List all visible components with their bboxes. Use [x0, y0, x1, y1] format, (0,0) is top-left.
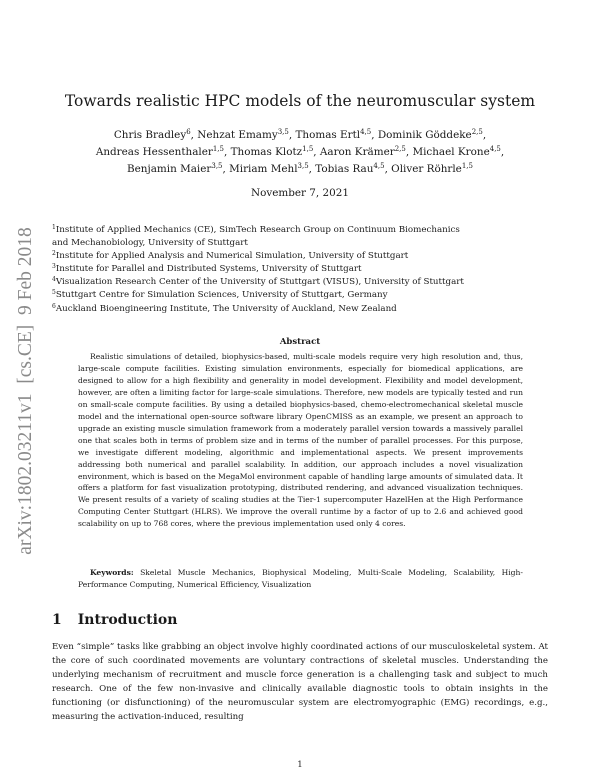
affiliation-item-continued: and Mechanobiology, University of Stuttgart	[52, 238, 248, 249]
author: Nehzat Emamy$^{3,5}$,	[197, 128, 296, 141]
author: Thomas Klotz$^{1,5}$,	[230, 145, 320, 158]
abstract-text: Realistic simulations of detailed, biophysics-based, multi-scale models require very high resolution and, thus, large-scale compute facilities. Existing simulation environments, especially for biomedical applications, are designed to allow for a high flexibility and generality in model development. Flexibility and model development, however, are often a limiting factor for large-scale simulations. Therefore, new models are typically tested and run on small-scale compute facilities. By using a detailed biophysics-based, chemo-electromechanical skeletal muscle model and the international open-source software library OpenCMISS as an example, we present an approach to upgrade an existing muscle simulation framework from a moderately parallel version towards a massively parallel one that scales both in terms of problem size and in terms of the number of parallel processes. For this purpose, we investigate different modeling, algorithmic and implementational aspects. We present improvements addressing both numerical and parallel scalability. In addition, our approach includes a novel visualization environment, which is based on the MegaMol environment capable of handling large amounts of simulated data. It offers a platform for fast visualization prototyping, distributed rendering, and advanced visualization techniques. We present results of a variety of scaling studies at the Tier-1 supercomputer HazelHen at the High Performance Computing Center Stuttgart (HLRS). We improve the overall runtime by a factor of up to 2.6 and achieved good scalability on up to 768 cores, where the previous implementation used only 4 cores.	[78, 352, 523, 529]
author: Aaron Krämer$^{2,5}$,	[319, 145, 413, 158]
abstract-heading: Abstract	[279, 337, 321, 347]
author: Benjamin Maier$^{3,5}$,	[127, 162, 230, 175]
affiliation-item: $^5$Stuttgart Centre for Simulation Sciences, University of Stuttgart, Germany	[52, 289, 388, 301]
author: Chris Bradley$^6$,	[113, 128, 198, 141]
paper-title: Towards realistic HPC models of the neuromuscular system	[64, 92, 536, 110]
section-heading	[52, 612, 177, 628]
author: Oliver Röhrle$^{1,5}$	[391, 162, 473, 175]
section-title: Introduction	[77, 612, 178, 628]
page-number: 1	[297, 760, 303, 770]
keywords	[78, 567, 523, 591]
author: Dominik Göddeke$^{2,5}$,	[377, 128, 487, 141]
keywords-text: Skeletal Muscle Mechanics, Biophysical Modeling, Multi-Scale Modeling, Scalability, High-Performance Computing, Numerical Efficiency, Visualization	[78, 568, 523, 589]
author-list	[60, 127, 540, 178]
affiliation-item: $^2$Institute for Applied Analysis and Numerical Simulation, University of Stuttgart	[52, 250, 409, 262]
affiliation-item: $^6$Auckland Bioengineering Institute, The University of Auckland, New Zealand	[52, 302, 397, 314]
arxiv-stamp	[4, 0, 44, 776]
author: Michael Krone$^{4,5}$,	[412, 145, 505, 158]
affiliation-list	[52, 224, 552, 316]
publication-date: November 7, 2021	[251, 187, 349, 199]
keywords-label: Keywords:	[90, 568, 134, 577]
author: Andreas Hessenthaler$^{1,5}$,	[95, 145, 231, 158]
author: Tobias Rau$^{4,5}$,	[315, 162, 392, 175]
introduction-text: Even “simple” tasks like grabbing an object involve highly coordinated actions of our musculoskeletal system. At the core of such coordinated movements are voluntary contractions of skeletal muscles. Understanding the underlying mechanism of recruitment and muscle force generation is a challenging task and subject to much research. One of the few non-invasive and clinically available diagnostic tools to obtain insights in the functioning (or disfunctioning) of the neuromuscular system are electromyographic (EMG) recordings, e.g., measuring the activation-induced, resulting	[52, 642, 548, 722]
author: Miriam Mehl$^{3,5}$,	[229, 162, 316, 175]
section-number: 1	[52, 612, 62, 628]
affiliation-item: $^4$Visualization Research Center of the University of Stuttgart (VISUS), University of Stuttgart	[52, 276, 464, 288]
arxiv-identifier: arXiv:1802.03211v1 [cs.CE] 9 Feb 2018	[15, 227, 36, 555]
affiliation-item: $^3$Institute for Parallel and Distributed Systems, University of Stuttgart	[52, 263, 362, 275]
author: Thomas Ertl$^{4,5}$,	[295, 128, 378, 141]
affiliation-item: $^1$Institute of Applied Mechanics (CE), SimTech Research Group on Continuum Biomechanics	[52, 224, 460, 235]
